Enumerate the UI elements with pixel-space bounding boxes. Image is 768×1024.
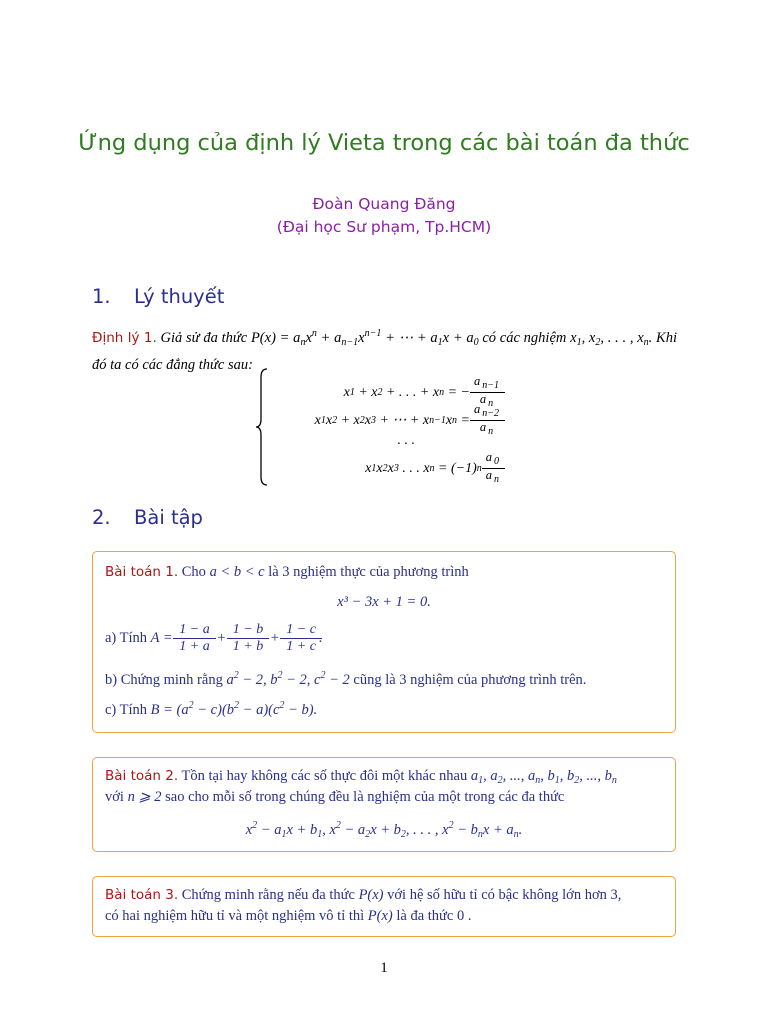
intro-text: là 3 nghiệm thực của phương trình	[268, 564, 469, 580]
theorem-text-1: Giả sử đa thức	[160, 330, 248, 346]
fraction: $\frac{1 - a}{1 + a}$	[176, 622, 212, 655]
problem-text: với	[105, 789, 124, 805]
section-title: Lý thuyết	[134, 285, 225, 308]
section-heading-exercises	[92, 506, 203, 529]
problem-2-box	[92, 757, 676, 852]
problem-1-intro	[105, 564, 469, 581]
fraction: $\frac{1 - b}{1 + b}$	[230, 622, 266, 655]
vieta-system	[255, 367, 515, 487]
section-title: Bài tập	[134, 506, 203, 529]
problem-3-line-2	[105, 908, 471, 925]
number-list: $a_1$, $a_2$, ..., $a_n$, $b_1$, $b_2$, ..., $b_n$	[470, 768, 617, 786]
fraction: $\frac{a _{n-1}}{a _n}$	[472, 375, 503, 410]
problem-text: sao cho mỗi số trong chúng đều là nghiệm của một trong các đa thức	[165, 789, 565, 805]
section-number: 2.	[92, 506, 111, 529]
part-label: b)	[105, 672, 118, 688]
part-text: Tính	[119, 702, 148, 718]
vieta-eq-dots: . . .	[397, 433, 415, 448]
inequality: a < b < c	[209, 564, 265, 580]
problem-text: Chứng minh rằng nếu đa thức	[181, 887, 355, 903]
problem-2-polynomials: $x^2 - a_1x + b_1$, $x^2 - a_2x + b_2$, . . . , $x^2 - b_nx + a_n$.	[245, 820, 523, 840]
problem-1-part-c	[105, 700, 317, 719]
problem-text: với hệ số hữu tỉ có bậc không lớn hơn 3,	[387, 887, 622, 903]
part-text: cũng là 3 nghiệm của phương trình trên.	[353, 672, 587, 688]
fraction: $\frac{a _{n-2}}{a _n}$	[472, 403, 503, 438]
problem-text: là đa thức 0 .	[396, 908, 472, 924]
problem-1-box	[92, 551, 676, 733]
left-brace	[255, 367, 269, 487]
part-label: c)	[105, 702, 117, 718]
part-text: Chứng minh rằng	[120, 672, 223, 688]
vieta-eq-n: x 1 x 2 x 3 . . . x n = (−1) n $\frac{a _0}{a _n}$	[365, 451, 505, 486]
expression-c: $B = (a^2 - c)(b^2 - a)(c^2 - b)$.	[150, 700, 318, 718]
problem-text: Tồn tại hay không các số thực đôi một khác nhau	[181, 768, 468, 784]
problem-label: Bài toán 3.	[105, 887, 179, 903]
section-heading-theory	[92, 285, 224, 308]
polynomial-p: P(x)	[367, 908, 393, 924]
problem-label: Bài toán 1.	[105, 564, 179, 580]
page-number: 1	[380, 960, 388, 976]
theorem-text-3: . Khi đó ta có các đẳng thức sau:	[92, 330, 677, 373]
fraction: $\frac{a _0}{a _n}$	[484, 451, 503, 486]
part-text: Tính	[119, 629, 148, 646]
fraction: $\frac{1 - c}{1 + c}$	[283, 622, 319, 655]
polynomial-formula: $P(x) = a_nx^n + a_{n-1}x^{n-1}$ + ⋯ + $a_1x + a_0$	[250, 328, 479, 348]
problem-text: có hai nghiệm hữu tỉ và một nghiệm vô tỉ thì	[105, 908, 365, 924]
author-block	[60, 193, 708, 239]
vieta-eq-2: x 1 x 2 + x 2 x 3 + ⋯ + x n−1 x n = $\frac{a _{n-2}}{a _n}$	[315, 403, 505, 438]
document-title: Ứng dụng của định lý Vieta trong các bài toán đa thức	[78, 130, 690, 156]
problem-1-part-a	[105, 622, 323, 655]
problem-3-box	[92, 876, 676, 937]
section-number: 1.	[92, 285, 111, 308]
part-label: a)	[105, 629, 117, 646]
author-affiliation: (Đại học Sư phạm, Tp.HCM)	[276, 218, 492, 236]
problem-1-part-b	[105, 670, 586, 689]
roots-list: $x_1$, $x_2$, . . . , $x_n$	[570, 330, 649, 348]
intro-text: Cho	[181, 564, 206, 580]
theorem-label: Định lý 1.	[92, 330, 157, 346]
condition: n ⩾ 2	[127, 789, 162, 805]
polynomial-p: P(x)	[358, 887, 384, 903]
theorem-text-2: có các nghiệm	[482, 330, 567, 346]
problem-3-line-1	[105, 887, 621, 904]
problem-2-line-1	[105, 768, 617, 786]
problem-2-line-2	[105, 789, 564, 806]
problem-label: Bài toán 2.	[105, 768, 179, 784]
problem-1-equation: x³ − 3x + 1 = 0.	[337, 594, 431, 610]
author-name: Đoàn Quang Đăng	[312, 195, 456, 213]
vieta-eq-1: x 1 + x 2 + . . . + x n = − $\frac{a _{n-1}}{a _n}$	[344, 375, 505, 410]
expression-a: A = $\frac{1 - a}{1 + a}$ + $\frac{1 - b}{1 + b}$ + $\frac{1 - c}{1 + c}$ .	[150, 622, 323, 654]
expression-b: $a^2 - 2$, $b^2 - 2$, $c^2 - 2$	[226, 670, 350, 688]
